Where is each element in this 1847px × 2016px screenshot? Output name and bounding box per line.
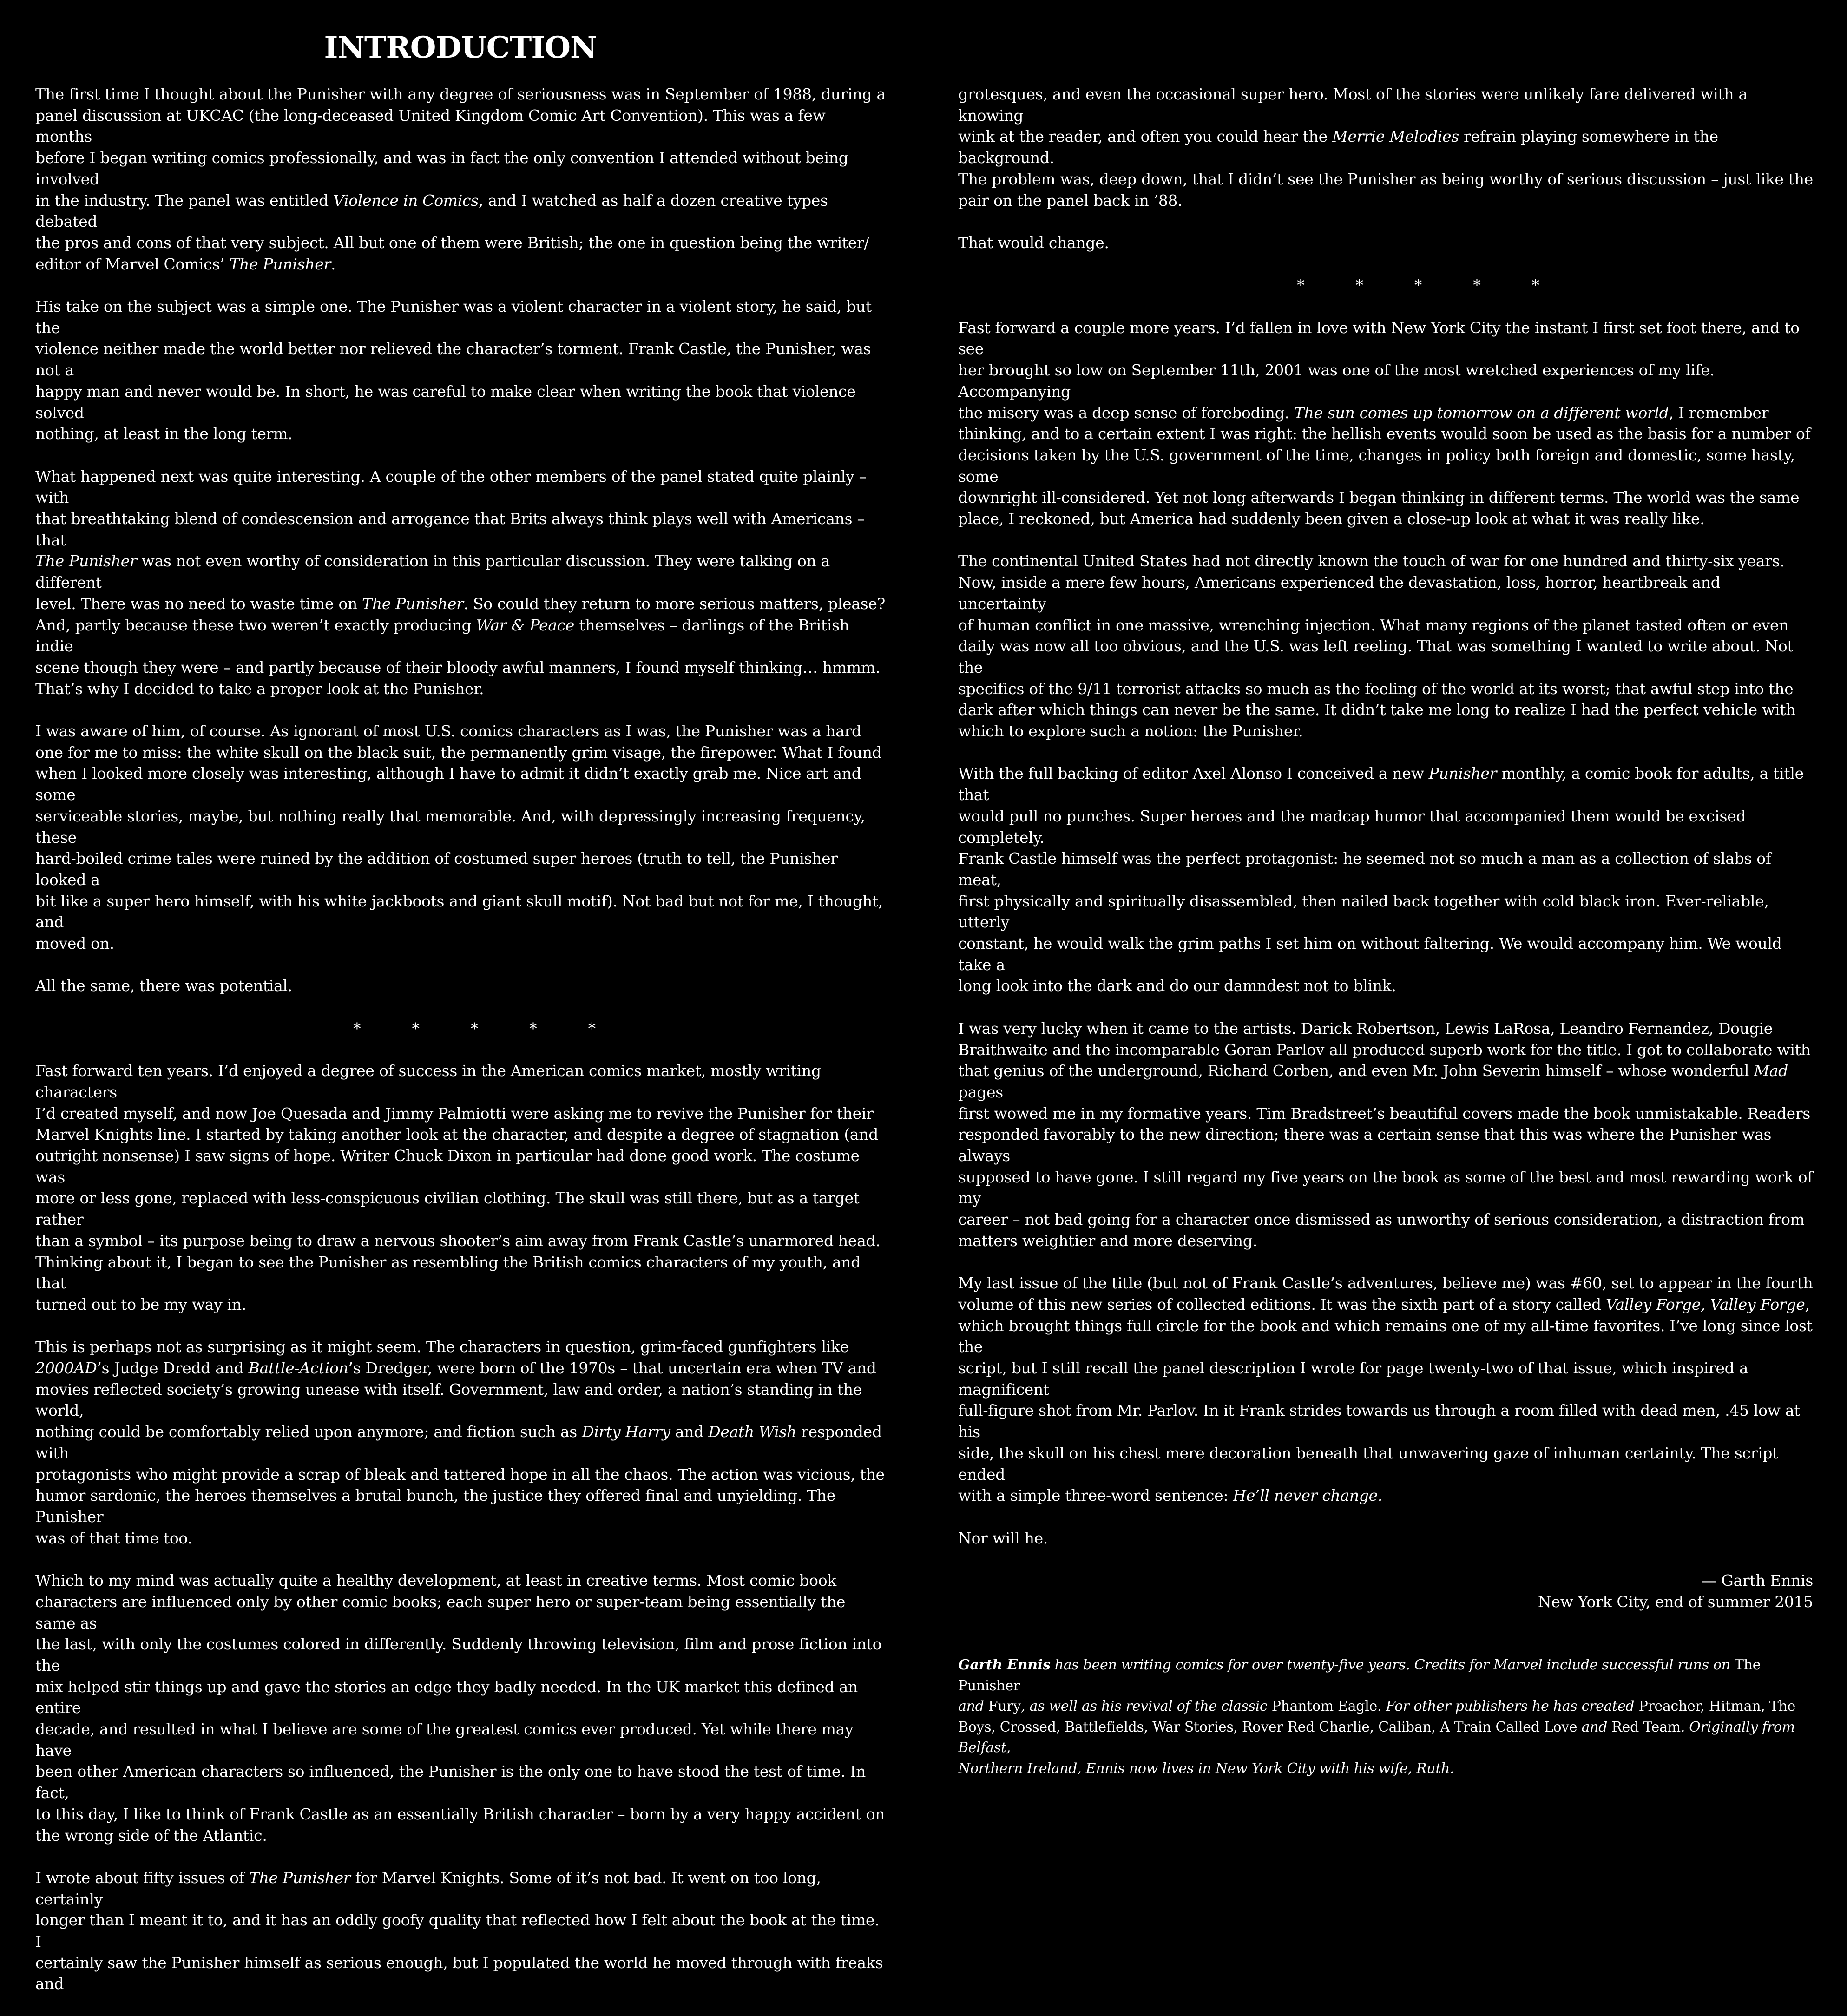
paragraph: The continental United States had not directly known the touch of war for one hundred and thirty-six years. Now, inside a mere few hours, Americans experienced the devastation, loss, horror, heartbreak and uncertainty of human conflict in one massive, wrenching injection. What many regions of the planet tasted often or even daily was now all too obvious, and the U.S. was left reeling. That was something I wanted to write about. Not the specifics of the 9/11 terrorist attacks so much as the feeling of the world at its worst; that awful step into the dark after which things can never be the same. It didn’t take me long to realize I had the perfect vehicle with which to explore such a notion: the Punisher. [958, 552, 1796, 741]
paragraph: That would change. [958, 233, 1109, 252]
paragraph: This is perhaps not as surprising as it might seem. The characters in question, grim-faced gunfighters like 2000AD’s Judge Dredd and Battle-Action’s Dredger, were born of the 1970s – that uncertain era when TV and movies reflected society’s growing unease with itself. Government, law and order, a nation’s standing in the world, nothing could be comfortably relied upon anymore; and fiction such as Dirty Harry and Death Wish responded with protagonists who might provide a scrap of bleak and tattered hope in all the chaos. The action was vicious, the humor sardonic, the heroes themselves a brutal bunch, the justice they offered final and unyielding. The Punisher was of that time too. [35, 1338, 885, 1547]
paragraph: I wrote about fifty issues of The Punisher for Marvel Knights. Some of it’s not bad. It went on too long, certainly longer than I meant it to, and it has an oddly goofy quality that reflected how I felt about the book at the time. I certainly saw the Punisher himself as serious enough, but I populated the world he moved through with freaks and [35, 1868, 883, 1993]
section-break: * * * * * [353, 1019, 596, 1038]
page-title: INTRODUCTION [324, 30, 597, 65]
paragraph: With the full backing of editor Axel Alonso I conceived a new Punisher monthly, a comic book for adults, a title that would pull no punches. Super heroes and the madcap humor that accompanied them would be excised completely. Frank Castle himself was the perfect protagonist: he seemed not so much a man as a collection of slabs of meat, first physically and spiritually disassembled, then nailed back together with cold black iron. Ever-reliable, utterly constant, he would walk the grim paths I set him on without faltering. We would accompany him. We would take a long look into the dark and do our damndest not to blink. [958, 764, 1804, 995]
paragraph: Fast forward a couple more years. I’d fallen in love with New York City the instant I first set foot there, and to see her brought so low on September 11th, 2001 was one of the most wretched experiences of my life. Accompanying the misery was a deep sense of foreboding. The sun comes up tomorrow on a different world, I remember thinking, and to a certain extent I was right: the hellish events would soon be used as the basis for a number of decisions taken by the U.S. government of the time, changes in policy both foreign and domestic, some hasty, some downright ill-considered. Yet not long afterwards I began thinking in different terms. The world was the same place, I reckoned, but America had suddenly been given a close-up look at what it was really like. [958, 318, 1811, 528]
paragraph: Fast forward ten years. I’d enjoyed a degree of success in the American comics market, mostly writing characters I’d created myself, and now Joe Quesada and Jimmy Palmiotti were asking me to revive the Punisher for their Marvel Knights line. I started by taking another look at the character, and despite a degree of stagnation (and outright nonsense) I saw signs of hope. Writer Chuck Dixon in particular had done good work. The costume was more or less gone, replaced with less-conspicuous civilian clothing. The skull was still there, but as a target rather than a symbol – its purpose being to draw a nervous shooter’s aim away from Frank Castle’s unarmored head. Thinking about it, I began to see the Punisher as resembling the British comics characters of my youth, and that turned out to be my way in. [35, 1062, 881, 1313]
paragraph: What happened next was quite interesting. A couple of the other members of the panel stated quite plainly – with that breathtaking blend of condescension and arrogance that Brits always think plays well with Americans – that The Punisher was not even worthy of consideration in this particular discussion. They were talking on a different level. There was no need to waste time on The Punisher. So could they return to more serious matters, please? And, partly because these two weren’t exactly producing War & Peace themselves – darlings of the British indie scene though they were – and partly because of their bloody awful manners, I found myself thinking… hmmm. That’s why I decided to take a proper look at the Punisher. [35, 467, 885, 698]
section-break: * * * * * [1297, 276, 1539, 295]
right-column [958, 84, 1813, 1800]
signoff-place: New York City, end of summer 2015 [1538, 1592, 1813, 1611]
paragraph: I was aware of him, of course. As ignorant of most U.S. comics characters as I was, the Punisher was a hard one for me to miss: the white skull on the black suit, the permanently grim visage, the firepower. What I found when I looked more closely was interesting, although I have to admit it didn’t exactly grab me. Nice art and some serviceable stories, maybe, but nothing really that memorable. And, with depressingly increasing frequency, these hard-boiled crime tales were ruined by the addition of costumed super heroes (truth to tell, the Punisher looked a bit like a super hero himself, with his white jackboots and giant skull motif). Not bad but not for me, I thought, and moved on. [35, 722, 883, 953]
paragraph: I was very lucky when it came to the artists. Darick Robertson, Lewis LaRosa, Leandro Fernandez, Dougie Braithwaite and the incomparable Goran Parlov all produced superb work for the title. I got to collaborate with that genius of the underground, Richard Corben, and even Mr. John Severin himself – whose wonderful Mad pages first wowed me in my formative years. Tim Bradstreet’s beautiful covers made the book unmistakable. Readers responded favorably to the new direction; there was a certain sense that this was where the Punisher was always supposed to have gone. I still regard my five years on the book as some of the best and most rewarding work of my career – not bad going for a character once dismissed as unworthy of serious consideration, a distraction from matters weightier and more deserving. [958, 1019, 1813, 1250]
paragraph: grotesques, and even the occasional super hero. Most of the stories were unlikely fare delivered with a knowing wink at the reader, and often you could hear the Merrie Melodies refrain playing somewhere in the background. The problem was, deep down, that I didn’t see the Punisher as being worthy of serious discussion – just like the pair on the panel back in ’88. [958, 85, 1813, 210]
paragraph: His take on the subject was a simple one. The Punisher was a violent character in a violent story, he said, but the violence neither made the world better nor relieved the character’s torment. Frank Castle, the Punisher, was not a happy man and never would be. In short, he was careful to make clear when writing the book that violence solved nothing, at least in the long term. [35, 297, 872, 443]
author-bio: Garth Ennis has been writing comics for over twenty-five years. Credits for Marvel include successful runs on The Punisher and Fury, as well as his revival of the classic Phantom Eagle. For other publishers he has created Preacher, Hitman, The Boys, Crossed, Battlefields, War Stories, Rover Red Charlie, Caliban, A Train Called Love and Red Team. Originally from Belfast, Northern Ireland, Ennis now lives in New York City with his wife, Ruth. [958, 1657, 1796, 1777]
paragraph: Nor will he. [958, 1529, 1048, 1547]
paragraph: My last issue of the title (but not of Frank Castle’s adventures, believe me) was #60, set to appear in the fourth volume of this new series of collected editions. It was the sixth part of a story called Valley Forge, Valley Forge, which brought things full circle for the book and which remains one of my all-time favorites. I’ve long since lost the script, but I still recall the panel description I wrote for page twenty-two of that issue, which inspired a magnificent full-figure shot from Mr. Parlov. In it Frank strides towards us through a room filled with dead men, .45 low at his side, the skull on his chest mere decoration beneath that unwavering gaze of inhuman certainty. The script ended with a simple three-word sentence: He’ll never change. [958, 1274, 1813, 1505]
signoff-author: — Garth Ennis [1701, 1571, 1813, 1590]
paragraph: The first time I thought about the Punisher with any degree of seriousness was in September of 1988, during a panel discussion at UKCAC (the long-deceased United Kingdom Comic Art Convention). This was a few months before I began writing comics professionally, and was in fact the only convention I attended without being involved in the industry. The panel was entitled Violence in Comics, and I watched as half a dozen creative types debated the pros and cons of that very subject. All but one of them were British; the one in question being the writer/ editor of Marvel Comics’ The Punisher. [35, 85, 886, 273]
paragraph: All the same, there was potential. [35, 977, 292, 995]
paragraph: Which to my mind was actually quite a healthy development, at least in creative terms. Most comic book characters are influenced only by other comic books; each super hero or super-team being essentially the same as the last, with only the costumes colored in differently. Suddenly throwing television, film and prose fiction into the mix helped stir things up and gave the stories an edge they badly needed. In the UK market this defined an entire decade, and resulted in what I believe are some of the greatest comics ever produced. Yet while there may have been other American characters so influenced, the Punisher is the only one to have stood the test of time. In fact, to this day, I like to think of Frank Castle as an essentially British character – born by a very happy accident on the wrong side of the Atlantic. [35, 1571, 885, 1845]
left-column [35, 84, 886, 2016]
